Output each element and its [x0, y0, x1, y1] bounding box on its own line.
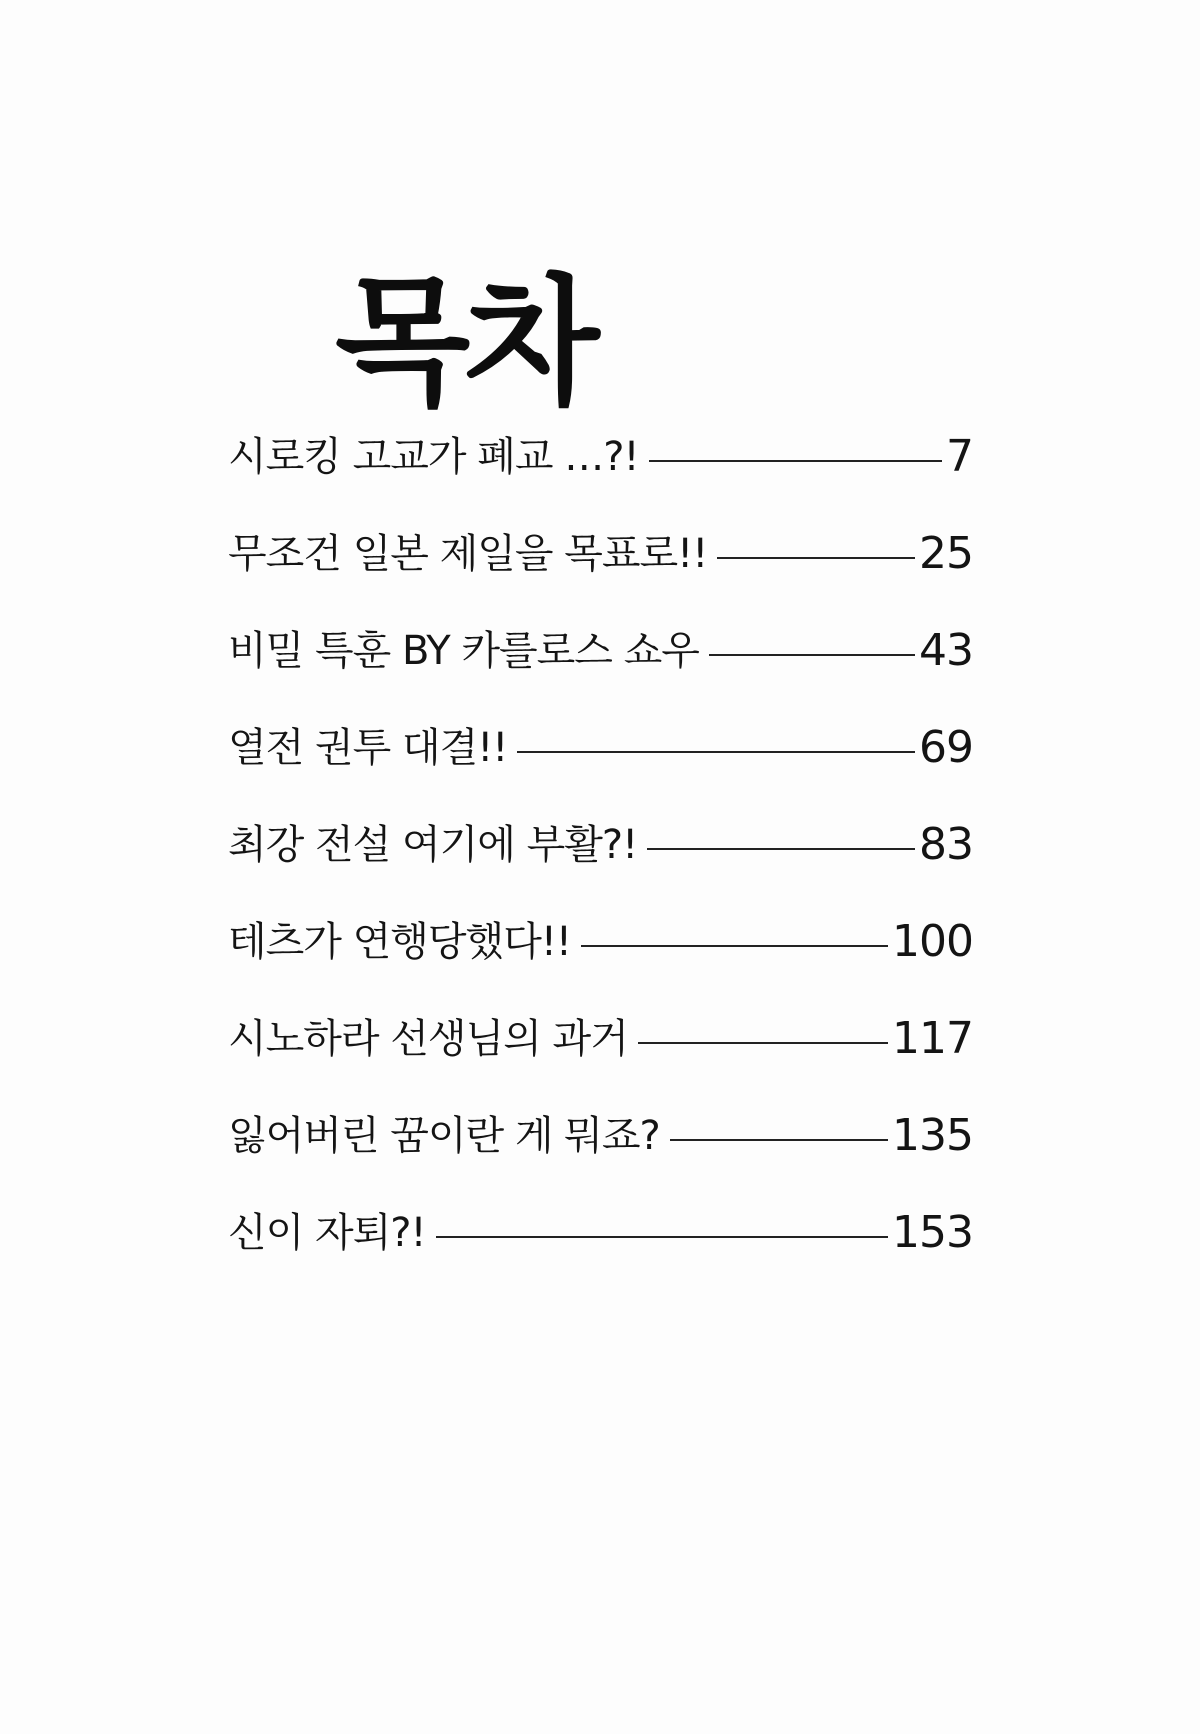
- leader-line: [649, 460, 942, 462]
- page-title: 목차: [335, 261, 594, 425]
- entry-title: 잃어버린 꿈이란 게 뭐죠?: [228, 1112, 660, 1159]
- leader-line: [638, 1042, 888, 1044]
- toc-entry[interactable]: [228, 699, 973, 796]
- toc-entry[interactable]: [228, 1087, 973, 1184]
- toc-list: [228, 408, 973, 1281]
- toc-entry[interactable]: [228, 408, 973, 505]
- entry-title: 테츠가 연행당했다!!: [228, 918, 571, 965]
- toc-entry[interactable]: [228, 893, 973, 990]
- entry-title: 열전 권투 대결!!: [228, 724, 508, 771]
- leader-line: [647, 848, 915, 850]
- entry-page-number: 83: [919, 818, 973, 870]
- entry-page-number: 43: [919, 624, 973, 676]
- leader-line: [517, 751, 915, 753]
- entry-title: 시로킹 고교가 폐교 …?!: [228, 433, 639, 480]
- entry-title: 무조건 일본 제일을 목표로!!: [228, 530, 708, 577]
- toc-entry[interactable]: [228, 1184, 973, 1281]
- entry-page-number: 7: [946, 430, 973, 482]
- entry-page-number: 135: [892, 1109, 973, 1161]
- entry-page-number: 25: [919, 527, 973, 579]
- entry-title: 최강 전설 여기에 부활?!: [228, 821, 638, 868]
- entry-page-number: 100: [892, 915, 973, 967]
- entry-page-number: 117: [892, 1012, 973, 1064]
- toc-entry[interactable]: [228, 505, 973, 602]
- leader-line: [436, 1236, 888, 1238]
- entry-title: 신이 자퇴?!: [228, 1209, 426, 1256]
- entry-page-number: 69: [919, 721, 973, 773]
- toc-entry[interactable]: [228, 990, 973, 1087]
- entry-title: 시노하라 선생님의 과거: [228, 1015, 628, 1062]
- toc-entry[interactable]: [228, 602, 973, 699]
- entry-page-number: 153: [892, 1206, 973, 1258]
- leader-line: [670, 1139, 888, 1141]
- leader-line: [581, 945, 888, 947]
- leader-line: [717, 557, 915, 559]
- toc-entry[interactable]: [228, 796, 973, 893]
- leader-line: [709, 654, 915, 656]
- entry-title: 비밀 특훈 BY 카를로스 쇼우: [228, 627, 699, 674]
